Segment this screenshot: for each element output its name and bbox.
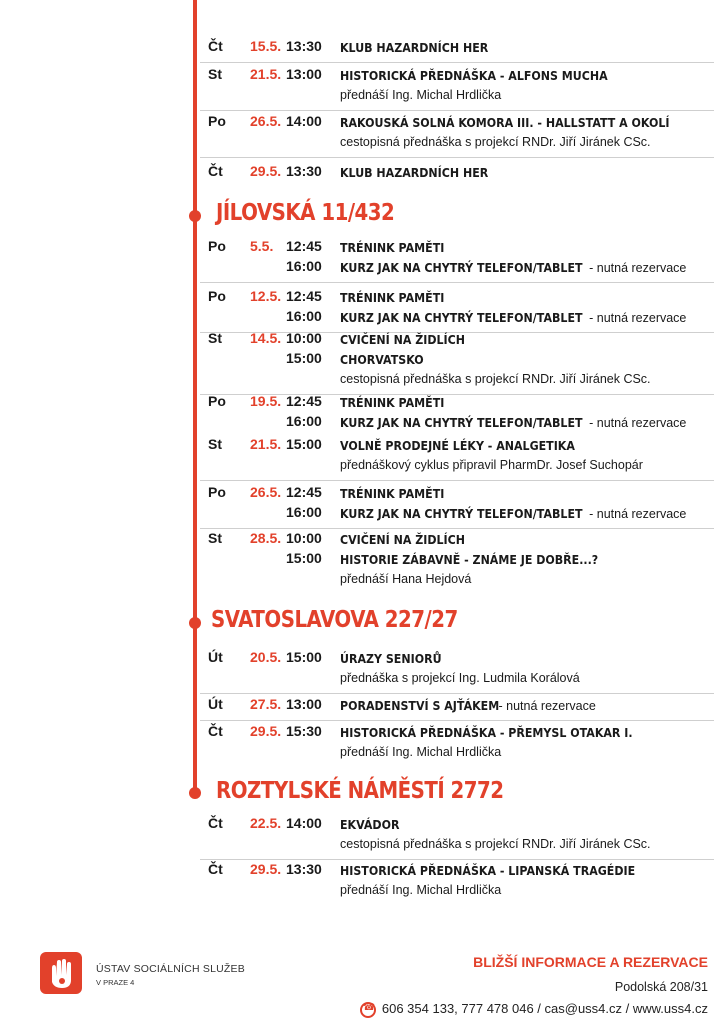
event-title: HISTORICKÁ PŘEDNÁŠKA - LIPANSKÁ TRAGÉDIE	[340, 864, 636, 878]
event-title: KLUB HAZARDNÍCH HER	[340, 41, 489, 55]
info-address: Podolská 208/31	[614, 980, 708, 994]
event-subtitle: přednáší Ing. Michal Hrdlička	[340, 88, 502, 102]
event-title-line	[340, 506, 686, 521]
event-day: Čt	[208, 163, 223, 179]
event-title-line	[340, 552, 621, 567]
event-title: TRÉNINK PAMĚTI	[340, 487, 445, 501]
event-title: EKVÁDOR	[340, 818, 400, 832]
event-time: 13:00	[286, 696, 322, 712]
event-title: CVIČENÍ NA ŽIDLÍCH	[340, 333, 465, 347]
event-subtitle: přednáší Ing. Michal Hrdlička	[340, 745, 502, 759]
event-title-line	[340, 40, 501, 55]
event-date: 12.5.	[250, 288, 282, 304]
section-heading: JÍLOVSKÁ 11/432	[216, 200, 395, 226]
event-subtitle: cestopisná přednáška s projekcí RNDr. Jiří Jiránek CSc.	[340, 372, 651, 386]
timeline-dot	[189, 210, 201, 222]
event-title: KURZ JAK NA CHYTRÝ TELEFON/TABLET	[340, 261, 583, 275]
event-day: St	[208, 436, 222, 452]
event-time: 16:00	[286, 504, 322, 520]
event-date: 22.5.	[250, 815, 282, 831]
event-title: KURZ JAK NA CHYTRÝ TELEFON/TABLET	[340, 416, 583, 430]
event-title: KURZ JAK NA CHYTRÝ TELEFON/TABLET	[340, 507, 583, 521]
event-day: Čt	[208, 723, 223, 739]
event-date: 29.5.	[250, 163, 282, 179]
event-title-line	[340, 532, 476, 547]
event-day: Čt	[208, 815, 223, 831]
event-title-line	[340, 240, 453, 255]
event-time: 15:00	[286, 436, 322, 452]
event-title-line	[340, 165, 501, 180]
section-heading: ROZTYLSKÉ NÁMĚSTÍ 2772	[216, 778, 504, 804]
event-time: 13:30	[286, 163, 322, 179]
event-time: 15:00	[286, 550, 322, 566]
event-title-line	[340, 698, 596, 713]
event-subtitle: cestopisná přednáška s projekcí RNDr. Jiří Jiránek CSc.	[340, 135, 651, 149]
event-day: Čt	[208, 38, 223, 54]
event-subtitle: přednáška s projekcí Ing. Ludmila Korálová	[340, 671, 580, 685]
event-note: - nutná rezervace	[585, 416, 687, 430]
event-title: HISTORICKÁ PŘEDNÁŠKA - PŘEMYSL OTAKAR I.	[340, 726, 633, 740]
event-title: KURZ JAK NA CHYTRÝ TELEFON/TABLET	[340, 311, 583, 325]
event-time: 12:45	[286, 238, 322, 254]
info-contact	[360, 1001, 708, 1018]
event-day: Po	[208, 288, 226, 304]
event-date: 14.5.	[250, 330, 282, 346]
event-row	[200, 694, 714, 721]
event-time: 14:00	[286, 815, 322, 831]
event-row	[200, 391, 714, 437]
event-time: 13:30	[286, 38, 322, 54]
event-time: 13:00	[286, 66, 322, 82]
event-title-line	[340, 725, 658, 740]
event-subtitle: cestopisná přednáška s projekcí RNDr. Jiří Jiránek CSc.	[340, 837, 651, 851]
timeline-dot	[189, 617, 201, 629]
event-title: HISTORICKÁ PŘEDNÁŠKA - ALFONS MUCHA	[340, 69, 608, 83]
event-note: - nutná rezervace	[585, 507, 687, 521]
event-title-line	[340, 651, 450, 666]
event-title-line	[340, 486, 453, 501]
event-date: 26.5.	[250, 113, 282, 129]
event-title-line	[340, 290, 453, 305]
event-title-line	[340, 310, 686, 325]
org-logo	[40, 952, 82, 994]
event-row	[200, 64, 714, 111]
event-date: 15.5.	[250, 38, 282, 54]
event-time: 15:00	[286, 649, 322, 665]
event-time: 12:45	[286, 484, 322, 500]
event-title-line	[340, 260, 686, 275]
event-title: VOLNĚ PRODEJNÉ LÉKY - ANALGETIKA	[340, 439, 575, 453]
event-row	[200, 482, 714, 529]
event-title: HISTORIE ZÁBAVNĚ - ZNÁME JE DOBŘE...?	[340, 553, 599, 567]
event-day: Po	[208, 393, 226, 409]
event-title: CVIČENÍ NA ŽIDLÍCH	[340, 533, 465, 547]
event-time: 16:00	[286, 258, 322, 274]
event-time: 13:30	[286, 861, 322, 877]
event-row	[200, 647, 714, 694]
event-title-line	[340, 415, 686, 430]
event-row	[200, 286, 714, 333]
event-row	[200, 721, 714, 767]
event-row	[200, 236, 714, 283]
event-date: 21.5.	[250, 436, 282, 452]
event-title: RAKOUSKÁ SOLNÁ KOMORA III. - HALLSTATT A OKOLÍ	[340, 116, 670, 130]
org-name: ÚSTAV SOCIÁLNÍCH SLUŽEB	[96, 963, 245, 975]
event-note: - nutná rezervace	[495, 699, 596, 713]
event-subtitle: přednáší Hana Hejdová	[340, 572, 472, 586]
event-date: 5.5.	[250, 238, 274, 254]
event-time: 16:00	[286, 413, 322, 429]
timeline-dot	[189, 787, 201, 799]
event-day: St	[208, 66, 222, 82]
event-day: Čt	[208, 861, 223, 877]
event-day: St	[208, 530, 222, 546]
event-row	[200, 813, 714, 860]
section-heading: SVATOSLAVOVA 227/27	[211, 607, 458, 633]
event-date: 20.5.	[250, 649, 282, 665]
event-row	[200, 36, 714, 63]
event-day: Út	[208, 696, 223, 712]
event-date: 19.5.	[250, 393, 282, 409]
event-date: 27.5.	[250, 696, 282, 712]
event-time: 10:00	[286, 530, 322, 546]
event-day: Po	[208, 484, 226, 500]
event-note: - nutná rezervace	[585, 261, 687, 275]
contact-text[interactable]: 606 354 133, 777 478 046 / cas@uss4.cz / www.uss4.cz	[381, 1001, 708, 1016]
event-note: - nutná rezervace	[585, 311, 687, 325]
info-title: BLIŽŠÍ INFORMACE A REZERVACE	[473, 954, 708, 970]
event-time: 10:00	[286, 330, 322, 346]
event-title-line	[340, 817, 405, 832]
event-title: CHORVATSKO	[340, 353, 424, 367]
timeline-line	[193, 0, 197, 790]
event-day: Po	[208, 113, 226, 129]
event-row	[200, 528, 714, 594]
event-date: 21.5.	[250, 66, 282, 82]
event-title: TRÉNINK PAMĚTI	[340, 291, 445, 305]
event-row	[200, 111, 714, 158]
event-day: Po	[208, 238, 226, 254]
event-row	[200, 328, 714, 395]
event-title: TRÉNINK PAMĚTI	[340, 241, 445, 255]
event-subtitle: přednáší Ing. Michal Hrdlička	[340, 883, 502, 897]
event-time: 12:45	[286, 393, 322, 409]
event-title: ÚRAZY SENIORŮ	[340, 652, 442, 666]
event-time: 16:00	[286, 308, 322, 324]
event-title: PORADENSTVÍ S AJŤÁKEM	[340, 699, 500, 713]
event-title-line	[340, 863, 661, 878]
phone-icon	[360, 1002, 376, 1018]
event-date: 28.5.	[250, 530, 282, 546]
event-title-line	[340, 438, 595, 453]
event-time: 14:00	[286, 113, 322, 129]
event-date: 29.5.	[250, 723, 282, 739]
event-day: St	[208, 330, 222, 346]
event-title-line	[340, 68, 631, 83]
event-title-line	[340, 332, 476, 347]
event-time: 12:45	[286, 288, 322, 304]
event-row	[200, 859, 714, 905]
event-time: 15:30	[286, 723, 322, 739]
event-title-line	[340, 395, 453, 410]
event-date: 29.5.	[250, 861, 282, 877]
event-subtitle: přednáškový cyklus připravil PharmDr. Josef Suchopár	[340, 458, 643, 472]
event-time: 15:00	[286, 350, 322, 366]
event-date: 26.5.	[250, 484, 282, 500]
org-subtitle: V PRAZE 4	[96, 978, 135, 987]
event-title: KLUB HAZARDNÍCH HER	[340, 166, 489, 180]
event-row	[200, 161, 714, 187]
event-row	[200, 434, 714, 481]
event-title-line	[340, 352, 431, 367]
event-title-line	[340, 115, 698, 130]
event-day: Út	[208, 649, 223, 665]
event-title: TRÉNINK PAMĚTI	[340, 396, 445, 410]
